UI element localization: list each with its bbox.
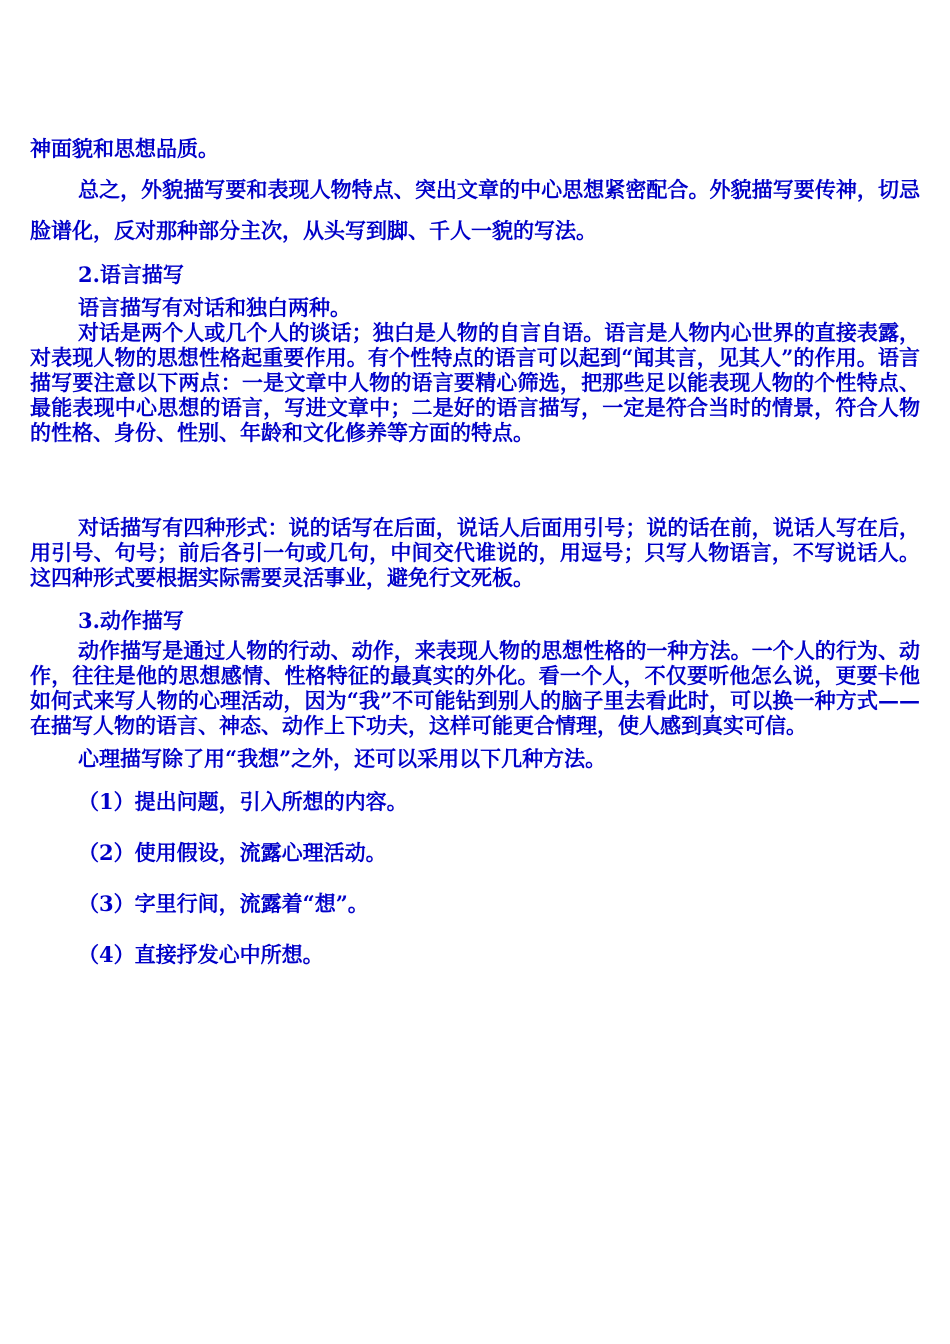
paragraph-psychology-intro: 心理描写除了用“我想”之外，还可以采用以下几种方法。 <box>78 746 607 771</box>
paragraph-appearance-summary: 总之，外貌描写要和表现人物特点、突出文章的中心思想紧密配合。外貌描写要传神，切忌脸谱化，反对那种部分主次，从头写到脚、千人一貌的写法。 <box>30 177 920 243</box>
paragraph-dialogue-forms: 对话描写有四种形式：说的话写在后面，说话人后面用引号；说的话在前，说话人写在后，用引号、句号；前后各引一句或几句，中间交代谁说的，用逗号；只写人物语言，不写说话人。这四种形式要根据实际需要灵活事业，避免行文死板。 <box>30 515 920 590</box>
paragraph-action-method: 动作描写是通过人物的行动、动作，来表现人物的思想性格的一种方法。一个人的行为、动作，往往是他的思想感情、性格特征的最真实的外化。看一个人，不仅要听他怎么说，更要卡他如何式来写人物的心理活动，因为“我”不可能钻到别人的脑子里去看此时，可以换一种方式——在描写人物的语言、神态、动作上下功夫，这样可能更合情理，使人感到真实可信。 <box>30 638 920 738</box>
heading-action-description: 3.动作描写 <box>78 608 184 633</box>
paragraph-dialogue-monologue: 对话是两个人或几个人的谈话；独白是人物的自言自语。语言是人物内心世界的直接表露，对表现人物的思想性格起重要作用。有个性特点的语言可以起到“闻其言，见其人”的作用。语言描写要注意以下两点：一是文章中人物的语言要精心筛选，把那些足以能表现人物的个性特点、最能表现中心思想的语言，写进文章中；二是好的语言描写，一定是符合当时的情景，符合人物的性格、身份、性别、年龄和文化修养等方面的特点。 <box>30 320 920 445</box>
document-page <box>30 128 920 980</box>
heading-language-description: 2.语言描写 <box>78 262 184 287</box>
list-item-2: （2）使用假设，流露心理活动。 <box>78 840 387 865</box>
paragraph-language-intro: 语言描写有对话和独白两种。 <box>78 295 351 320</box>
paragraph-continuation: 神面貌和思想品质。 <box>30 136 219 161</box>
list-item-3: （3）字里行间，流露着“想”。 <box>78 891 369 916</box>
list-item-1: （1）提出问题，引入所想的内容。 <box>78 789 408 814</box>
list-item-4: （4）直接抒发心中所想。 <box>78 942 324 967</box>
